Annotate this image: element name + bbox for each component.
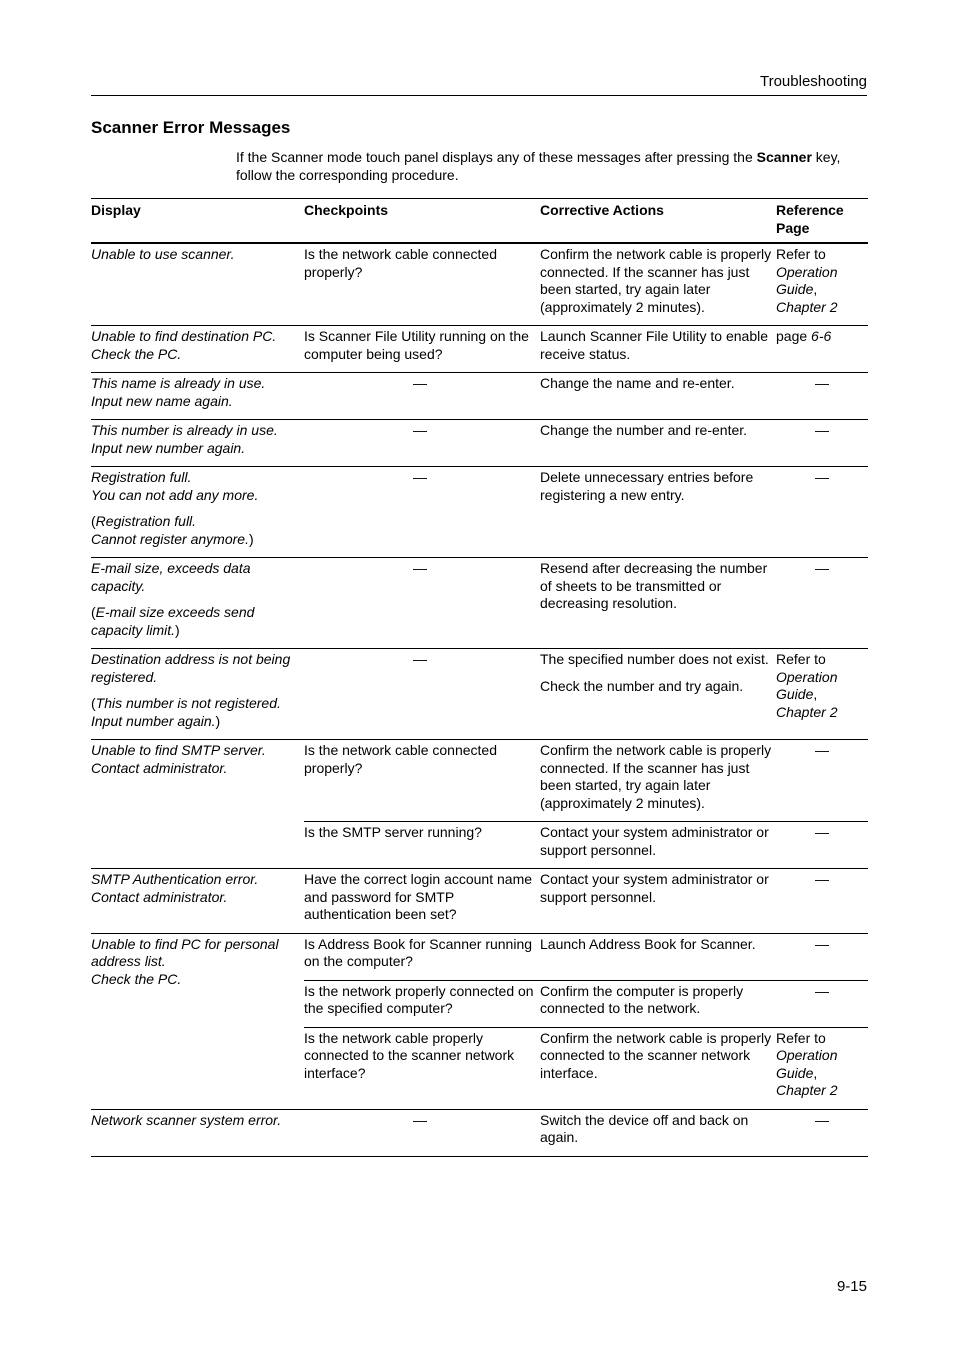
ref-prefix: Refer to (776, 246, 826, 262)
corrective-action (540, 558, 776, 649)
ref-chapter: Chapter 2 (776, 703, 838, 720)
intro-text-start: If the Scanner mode touch panel displays any of these messages after pressing the (236, 149, 757, 165)
action-text: Launch Scanner File Utility to enable receive status. (540, 328, 769, 362)
table-row (91, 326, 868, 373)
display-text: Unable to use scanner. (91, 246, 235, 262)
display-message (91, 326, 304, 373)
display-text: Registration full. You can not add any more. (91, 469, 259, 503)
display-text: Unable to find destination PC. Check the PC. (91, 328, 277, 362)
ref-comma: , (813, 686, 818, 702)
display-message (91, 1109, 304, 1156)
display-message (91, 243, 304, 326)
corrective-action (540, 869, 776, 934)
display-text-alt: (This number is not registered. Input number again.) (91, 695, 281, 729)
reference-page: — (776, 373, 868, 420)
display-message (91, 740, 304, 869)
corrective-action (540, 933, 776, 980)
corrective-action (540, 1027, 776, 1109)
checkpoint: Have the correct login account name and password for SMTP authentication been set? (304, 869, 540, 934)
running-header: Troubleshooting (759, 73, 867, 90)
display-text: Destination address is not being registered. (91, 651, 291, 685)
action-text: Resend after decreasing the number of sheets to be transmitted or decreasing resolution. (540, 560, 768, 611)
table-row (91, 1109, 868, 1156)
action-text: Contact your system administrator or support personnel. (540, 824, 769, 858)
reference-page: — (776, 467, 868, 558)
table-row (91, 740, 868, 822)
action-text: Switch the device off and back on again. (540, 1111, 749, 1145)
corrective-action (540, 1109, 776, 1156)
checkpoint: — (304, 467, 540, 558)
display-text: E-mail size, exceeds data capacity. (91, 560, 251, 594)
display-message (91, 420, 304, 467)
checkpoint: Is Address Book for Scanner running on the computer? (304, 933, 540, 980)
header-display: Display (91, 199, 304, 244)
table-row (91, 467, 868, 558)
reference-page: — (776, 822, 868, 869)
table-row (91, 933, 868, 980)
table-row (91, 373, 868, 420)
reference-page (776, 243, 868, 326)
table-row (91, 869, 868, 934)
display-message (91, 933, 304, 1109)
checkpoint: — (304, 1109, 540, 1156)
action-text: Contact your system administrator or support personnel. (540, 871, 769, 905)
checkpoint: Is the network cable connected properly? (304, 243, 540, 326)
reference-page: — (776, 933, 868, 980)
section-title: Scanner Error Messages (91, 118, 291, 137)
display-alt-text: Registration full. Cannot register anymore. (91, 513, 249, 547)
display-text: Unable to find PC for personal address list. Check the PC. (91, 935, 279, 987)
display-text: This number is already in use. Input new number again. (91, 422, 278, 456)
ref-guide-title: Operation Guide (776, 668, 838, 702)
ref-comma: , (813, 281, 818, 297)
display-text: Unable to find SMTP server. Contact administrator. (91, 742, 266, 776)
checkpoint: — (304, 420, 540, 467)
reference-page: — (776, 740, 868, 822)
checkpoint: — (304, 373, 540, 420)
ref-guide-title: Operation Guide (776, 263, 838, 297)
action-text: Confirm the network cable is properly connected to the scanner network interface. (540, 1029, 772, 1081)
reference-page: — (776, 1109, 868, 1156)
corrective-action (540, 740, 776, 822)
action-text: Check the number and try again. (540, 677, 744, 694)
corrective-action (540, 649, 776, 740)
display-message (91, 869, 304, 934)
reference-page: — (776, 869, 868, 934)
table-row (91, 558, 868, 649)
action-text: Confirm the network cable is properly connected. If the scanner has just been started, try again later (approximately 2 minutes). (540, 246, 772, 315)
header-divider (91, 95, 867, 96)
ref-prefix: Refer to (776, 1029, 826, 1046)
ref-page-number: 6-6 (811, 328, 832, 344)
scanner-key-label: Scanner (756, 149, 812, 165)
display-text: SMTP Authentication error. Contact administrator. (91, 871, 259, 905)
corrective-action (540, 420, 776, 467)
table-header-row (91, 199, 868, 244)
table-row (91, 420, 868, 467)
checkpoint: Is the network cable connected properly? (304, 740, 540, 822)
display-alt-text: E-mail size exceeds send capacity limit. (91, 604, 255, 638)
action-text: The specified number does not exist. (540, 651, 769, 667)
reference-page: — (776, 420, 868, 467)
ref-chapter: Chapter 2 (776, 1082, 838, 1098)
reference-page (776, 649, 868, 740)
action-text: Change the number and re-enter. (540, 422, 748, 438)
display-text-alt: (Registration full. Cannot register anymore.) (91, 513, 254, 547)
ref-prefix: Refer to (776, 651, 826, 667)
header-checkpoints: Checkpoints (304, 199, 540, 244)
corrective-action (540, 243, 776, 326)
header-corrective-actions: Corrective Actions (540, 199, 776, 244)
display-alt-text: This number is not registered. Input number again. (91, 695, 281, 729)
action-text: Confirm the network cable is properly connected. If the scanner has just been started, try again later (approximately 2 minutes). (540, 742, 772, 811)
display-message (91, 649, 304, 740)
checkpoint: — (304, 558, 540, 649)
checkpoint: — (304, 649, 540, 740)
page-number: 9-15 (836, 1278, 867, 1295)
checkpoint: Is the network cable properly connected to the scanner network interface? (304, 1027, 540, 1109)
ref-chapter: Chapter 2 (776, 298, 838, 315)
checkpoint: Is the SMTP server running? (304, 822, 540, 869)
corrective-action (540, 822, 776, 869)
checkpoint: Is Scanner File Utility running on the computer being used? (304, 326, 540, 373)
action-text: Confirm the computer is properly connected to the network. (540, 982, 744, 1016)
reference-page (776, 1027, 868, 1109)
display-message (91, 467, 304, 558)
ref-guide-title: Operation Guide (776, 1047, 838, 1081)
corrective-action (540, 467, 776, 558)
ref-page-prefix: page (776, 328, 812, 344)
display-message (91, 558, 304, 649)
reference-page: — (776, 980, 868, 1027)
action-text: Change the name and re-enter. (540, 375, 735, 391)
intro-paragraph (236, 148, 868, 184)
checkpoint: Is the network properly connected on the specified computer? (304, 980, 540, 1027)
display-text-alt: (E-mail size exceeds send capacity limit.) (91, 604, 255, 638)
display-text: Network scanner system error. (91, 1111, 282, 1128)
header-reference-page: Reference Page (776, 199, 868, 244)
corrective-action (540, 373, 776, 420)
action-text: Delete unnecessary entries before registering a new entry. (540, 469, 754, 503)
table-row (91, 243, 868, 326)
scanner-error-table (91, 198, 868, 1157)
intro-text-end: key, follow the corresponding procedure. (236, 149, 841, 183)
display-text: This name is already in use. Input new name again. (91, 375, 266, 409)
corrective-action (540, 326, 776, 373)
table-row (91, 649, 868, 740)
display-message (91, 373, 304, 420)
reference-page (776, 326, 868, 373)
reference-page: — (776, 558, 868, 649)
action-text: Launch Address Book for Scanner. (540, 935, 756, 952)
ref-comma: , (813, 1064, 818, 1081)
corrective-action (540, 980, 776, 1027)
